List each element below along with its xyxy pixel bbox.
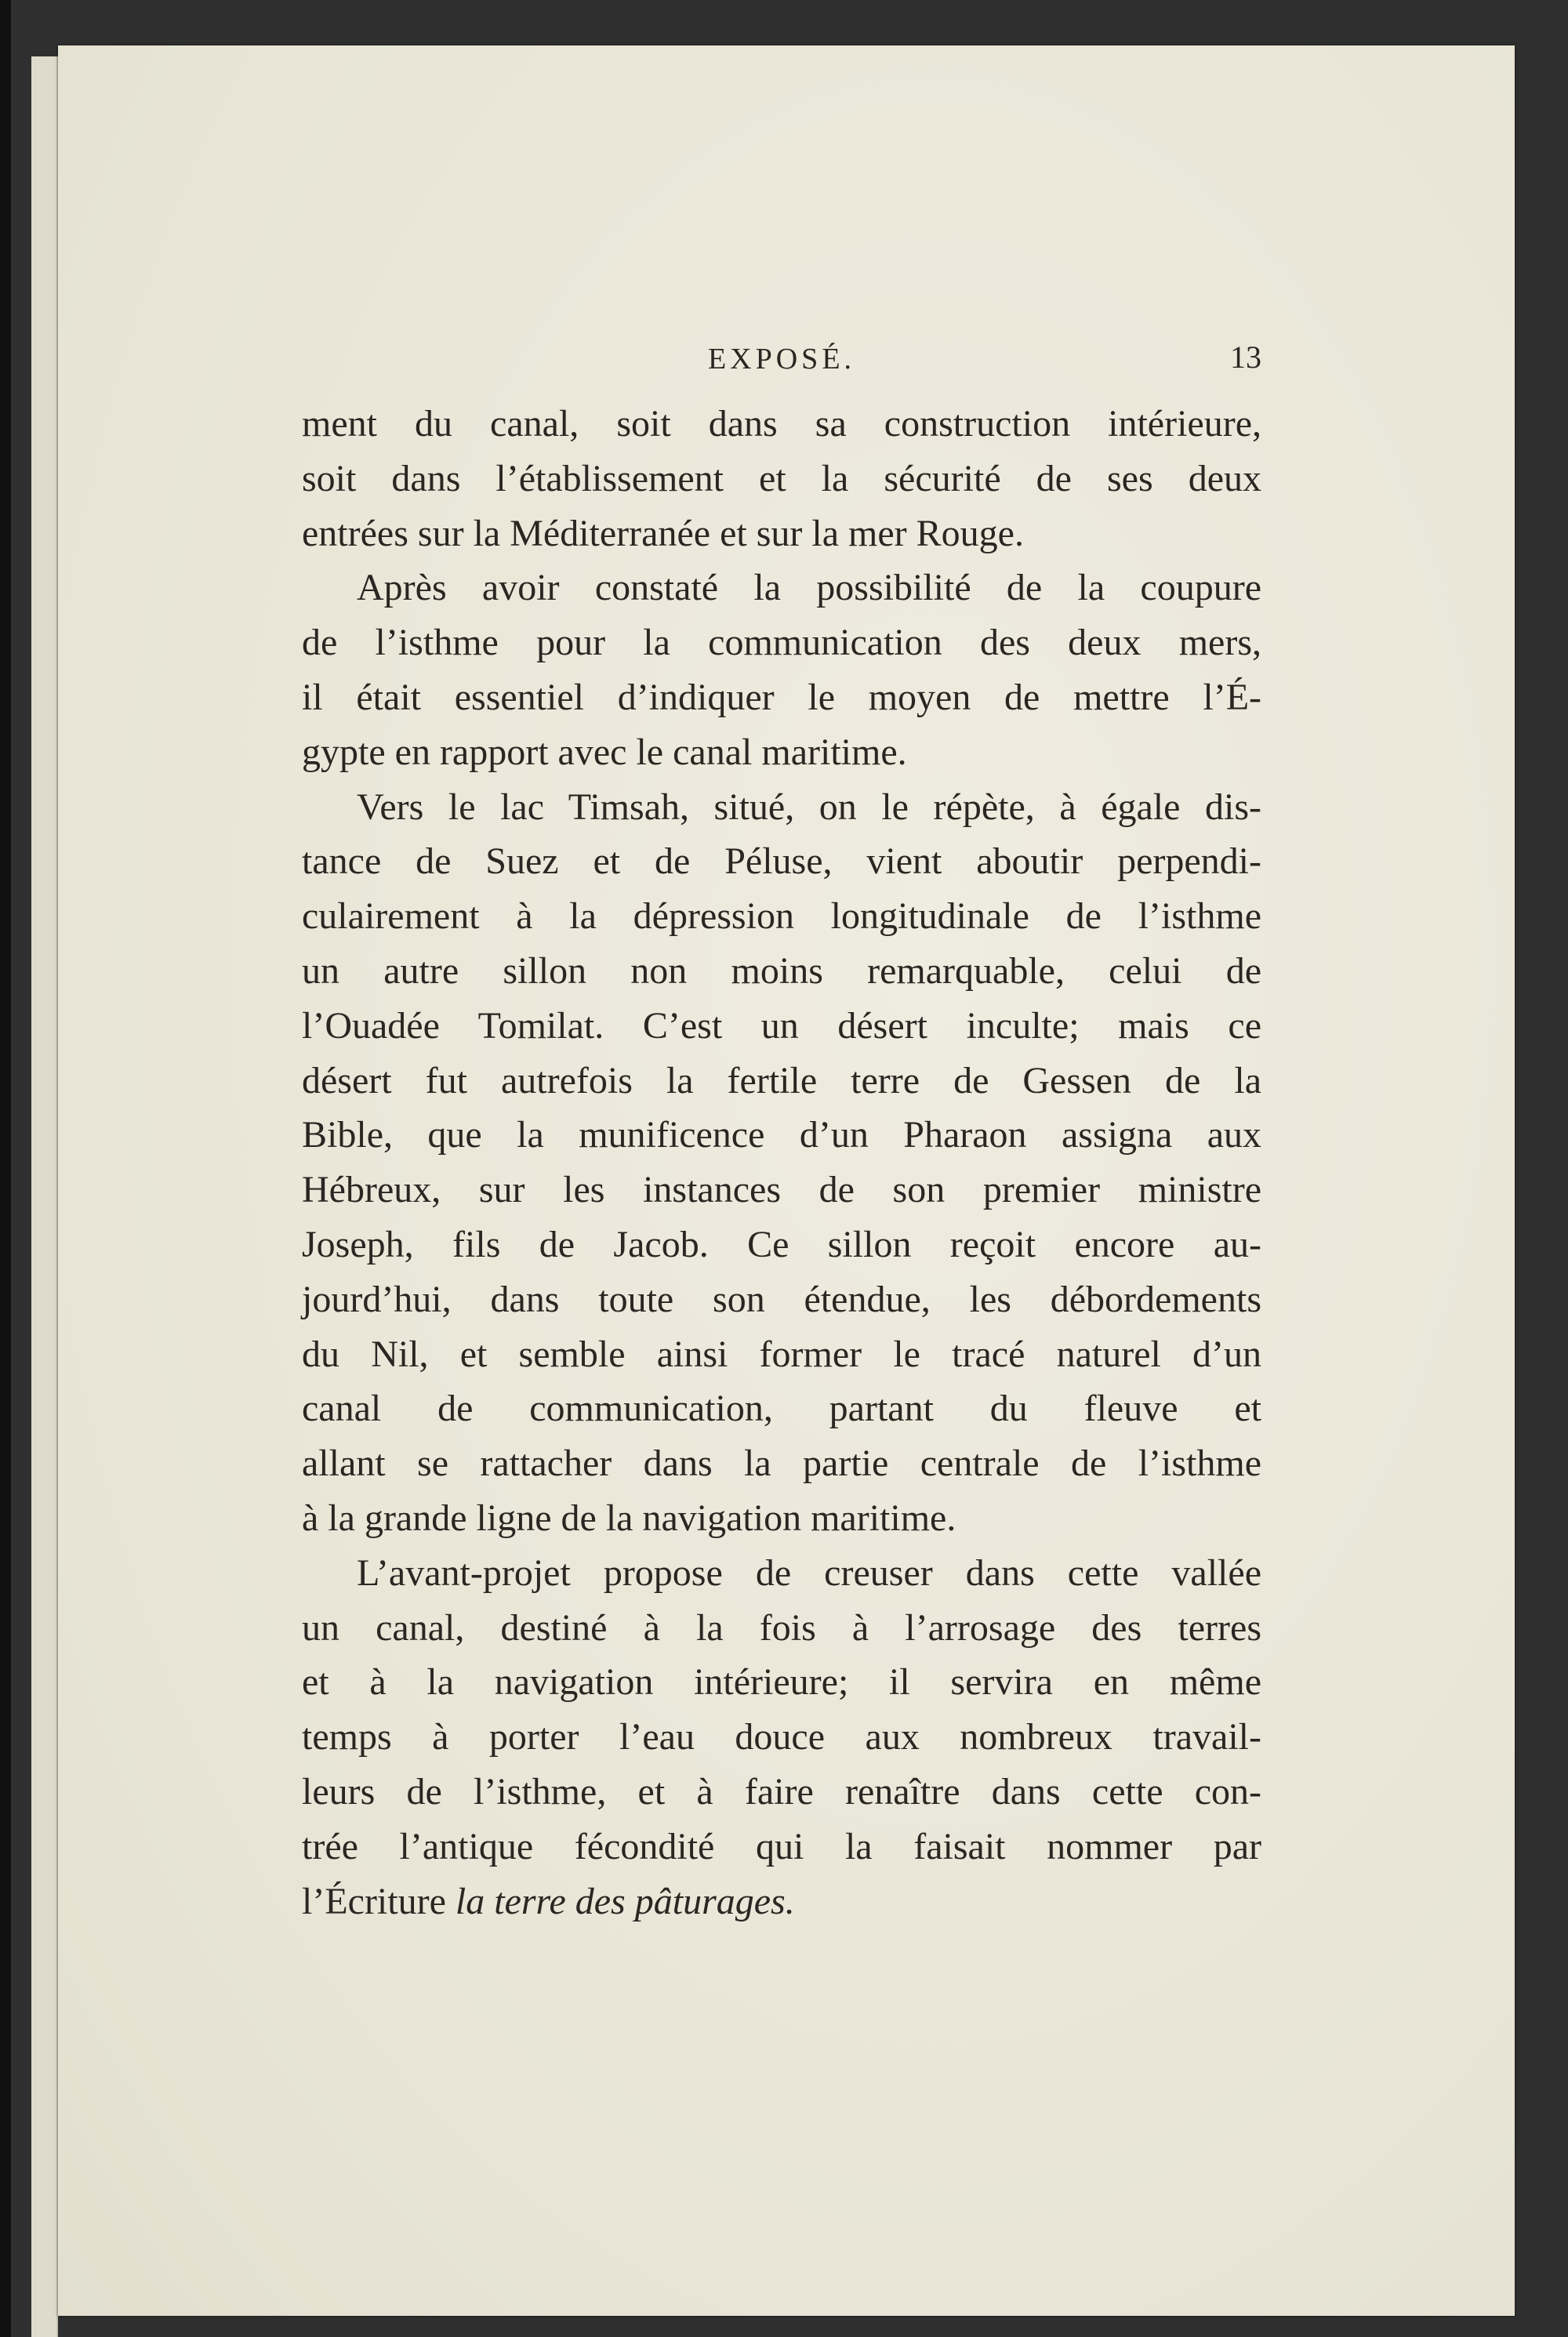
line-text: entrées sur la Méditerranée et sur la mer Rouge. (302, 512, 1024, 554)
text-line (302, 1436, 1261, 1491)
line-text: Vers le lac Timsah, situé, on le répète, à égale dis- (357, 786, 1261, 828)
italic-phrase: la terre des pâturages. (455, 1880, 795, 1922)
line-text: de l’isthme pour la communication des deux mers, (302, 622, 1261, 664)
text-line (302, 1108, 1261, 1163)
text-line (302, 506, 1261, 561)
text-line (302, 999, 1261, 1054)
page-number: 13 (1230, 339, 1261, 375)
body-text (302, 397, 1261, 1929)
line-text: L’avant-projet propose de creuser dans cette vallée (357, 1551, 1261, 1594)
line-text: l’Ouadée Tomilat. C’est un désert inculte; mais ce (302, 1004, 1261, 1047)
line-text: jourd’hui, dans toute son étendue, les débordements (302, 1278, 1261, 1320)
text-line (302, 452, 1261, 506)
line-text: tance de Suez et de Péluse, vient aboutir perpendi- (302, 840, 1261, 883)
text-line (302, 944, 1261, 999)
text-line (302, 725, 1261, 780)
line-text: l’Écriture (302, 1880, 456, 1922)
text-line (302, 615, 1261, 670)
text-line (302, 1381, 1261, 1436)
line-text: Bible, que la munificence d’un Pharaon assigna aux (302, 1114, 1261, 1156)
text-line (302, 1546, 1261, 1601)
line-text: un autre sillon non moins remarquable, celui de (302, 949, 1261, 992)
line-text: il était essentiel d’indiquer le moyen de mettre l’É- (302, 676, 1261, 718)
line-text: Hébreux, sur les instances de son premier ministre (302, 1169, 1261, 1211)
text-line (302, 1327, 1261, 1382)
line-text: trée l’antique fécondité qui la faisait nommer par (302, 1825, 1261, 1867)
text-line (302, 670, 1261, 725)
line-text: soit dans l’établissement et la sécurité de ses deux (302, 457, 1261, 499)
scan-border (0, 0, 11, 2337)
text-line (302, 397, 1261, 452)
text-line (302, 1491, 1261, 1546)
line-text: allant se rattacher dans la partie centrale de l’isthme (302, 1442, 1261, 1485)
line-text: Joseph, fils de Jacob. Ce sillon reçoit encore au- (302, 1223, 1261, 1265)
line-text: un canal, destiné à la fois à l’arrosage des terres (302, 1606, 1261, 1649)
text-line (302, 1765, 1261, 1820)
line-text: gypte en rapport avec le canal maritime. (302, 731, 907, 773)
text-line (302, 1054, 1261, 1109)
line-text: temps à porter l’eau douce aux nombreux travail- (302, 1716, 1261, 1758)
line-text: du Nil, et semble ainsi former le tracé naturel d’un (302, 1333, 1261, 1375)
line-text: leurs de l’isthme, et à faire renaître dans cette con- (302, 1770, 1261, 1813)
text-line (302, 780, 1261, 835)
previous-page-edge (31, 56, 58, 2337)
text-line (302, 1272, 1261, 1327)
text-line (302, 561, 1261, 615)
text-line (302, 1710, 1261, 1765)
line-text: et à la navigation intérieure; il servira en même (302, 1661, 1261, 1704)
text-line (302, 1874, 1261, 1929)
line-text: à la grande ligne de la navigation maritime. (302, 1497, 956, 1539)
text-line (302, 834, 1261, 889)
running-title: EXPOSÉ. (707, 343, 856, 376)
text-line (302, 1820, 1261, 1874)
line-text: désert fut autrefois la fertile terre de Gessen de la (302, 1059, 1261, 1101)
text-line (302, 1163, 1261, 1217)
line-text: canal de communication, partant du fleuve et (302, 1388, 1261, 1430)
line-text: ment du canal, soit dans sa construction intérieure, (302, 403, 1261, 445)
text-line (302, 1217, 1261, 1272)
line-text: Après avoir constaté la possibilité de la coupure (357, 567, 1261, 609)
page-header (302, 334, 1261, 381)
text-line (302, 1655, 1261, 1710)
text-line (302, 1601, 1261, 1656)
book-page (58, 45, 1515, 2316)
line-text: culairement à la dépression longitudinale de l’isthme (302, 895, 1261, 938)
text-line (302, 889, 1261, 944)
